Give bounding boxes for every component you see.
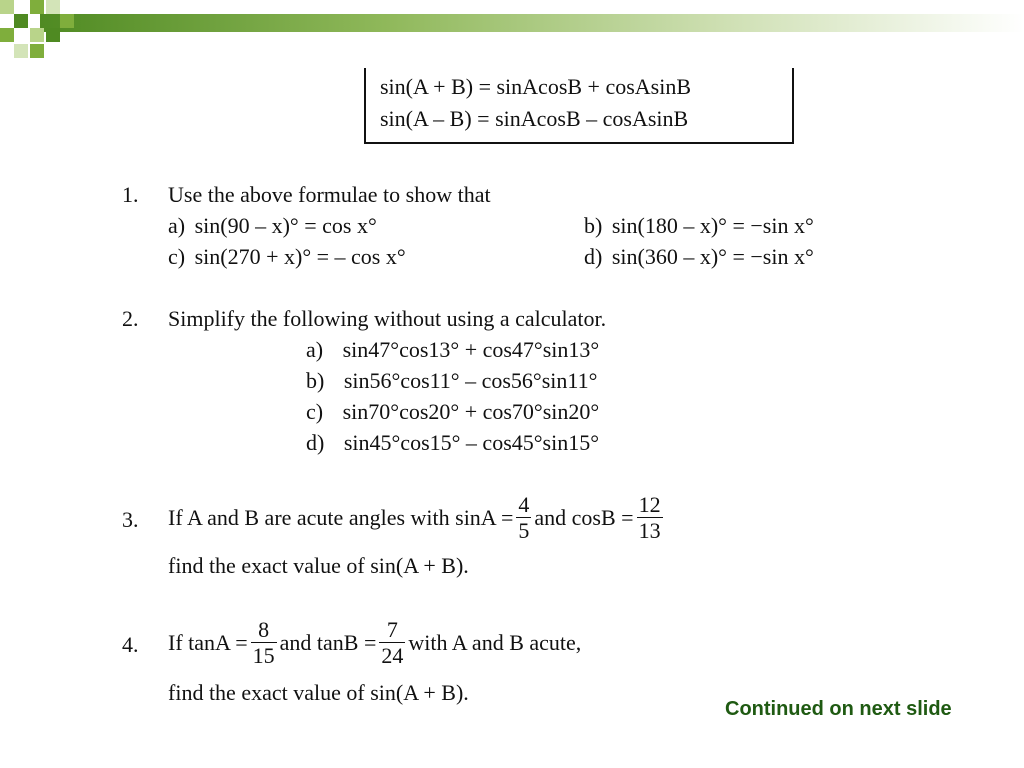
header-gradient-bar [40,14,1024,32]
fraction-numerator: 7 [379,619,405,643]
part-label: b) [584,213,603,238]
part-label: d) [584,244,603,269]
q2-part-d [306,430,599,456]
part-label: c) [306,399,324,424]
formula-sum: sin(A + B) = sinAcosB + cosAsinB [380,74,692,99]
part-text: sin45°cos15° – cos45°sin15° [343,430,600,455]
q4-line1 [168,618,581,668]
formula-box [364,68,794,144]
q4-fraction-tanA [251,619,277,667]
part-label: a) [168,213,186,238]
fraction-numerator: 12 [638,492,661,517]
part-text: sin(270 + x)° = – cos x° [194,244,406,269]
part-label: d) [306,430,325,455]
q4-fraction-tanB [379,619,405,667]
q3-line1 [168,493,666,543]
part-text: sin70°cos20° + cos70°sin20° [342,399,600,424]
part-text: sin(90 – x)° = cos x° [194,213,377,238]
fraction-numerator: 8 [251,619,277,643]
part-text: sin47°cos13° + cos47°sin13° [342,337,600,362]
q3-number: 3. [122,507,139,532]
q4-middle: and tanB = [279,630,377,655]
q2-part-a [306,337,599,363]
part-label: a) [306,337,324,362]
q1-part-a [168,213,377,239]
q1-part-c [168,244,406,270]
fraction-denominator: 13 [638,518,661,543]
q1-part-d [584,244,814,270]
fraction-denominator: 5 [518,518,530,543]
continued-note: Continued on next slide [725,698,952,720]
q3-line2: find the exact value of sin(A + B). [168,553,469,578]
q1-part-b [584,213,814,239]
part-text: sin56°cos11° – cos56°sin11° [343,368,598,393]
part-text: sin(180 – x)° = −sin x° [611,213,814,238]
fraction-numerator: 4 [518,492,530,517]
q4-prefix: If tanA = [168,630,248,655]
q4-number: 4. [122,632,139,657]
q2-number: 2. [122,306,139,331]
formula-difference: sin(A – B) = sinAcosB – cosAsinB [380,106,689,131]
q4-suffix: with A and B acute, [408,630,582,655]
q3-prefix: If A and B are acute angles with sinA = [168,505,514,530]
q3-fraction-sinA [516,494,531,542]
q2-part-b [306,368,597,394]
part-label: b) [306,368,325,393]
q2-part-c [306,399,599,425]
q1-prompt: Use the above formulae to show that [168,182,491,207]
part-text: sin(360 – x)° = −sin x° [611,244,814,269]
q2-prompt: Simplify the following without using a calculator. [168,306,607,331]
q3-fraction-cosB [637,494,663,542]
q4-line2: find the exact value of sin(A + B). [168,680,469,705]
part-label: c) [168,244,186,269]
fraction-denominator: 24 [381,643,404,668]
q3-middle: and cosB = [534,505,634,530]
fraction-denominator: 15 [252,643,275,668]
q1-number: 1. [122,182,139,207]
header-decoration [0,0,1024,60]
